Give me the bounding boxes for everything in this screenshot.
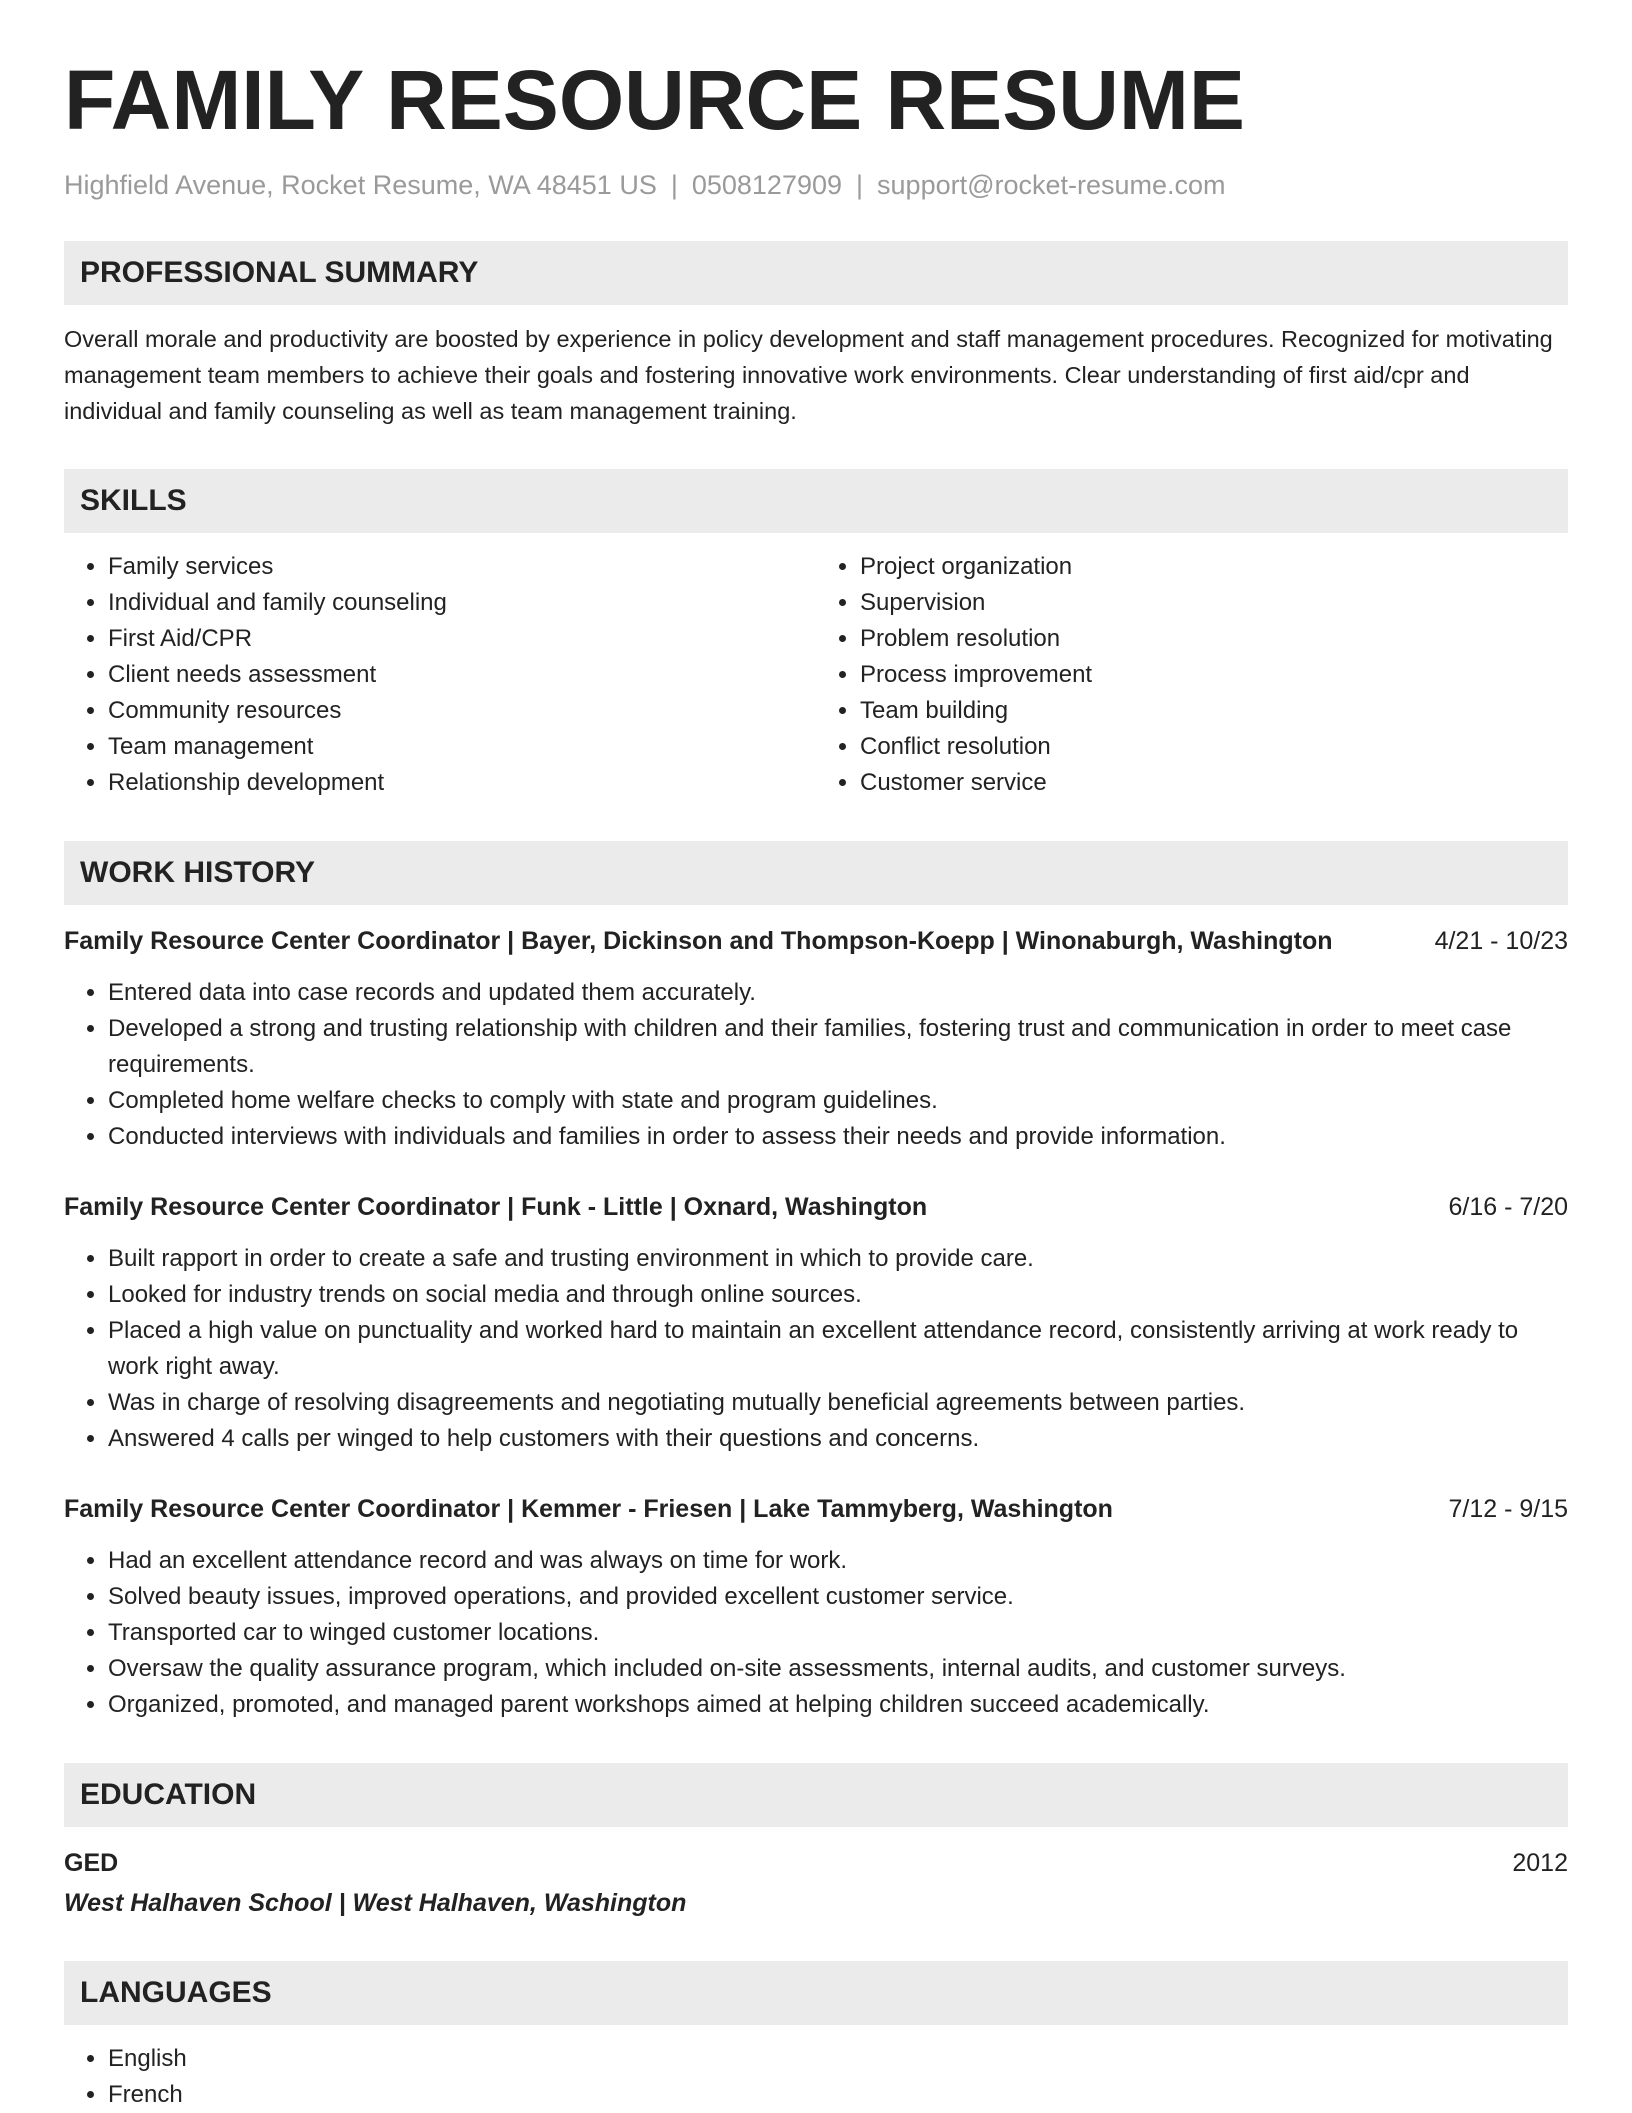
education-header bbox=[64, 1845, 1568, 1881]
section-heading-education: EDUCATION bbox=[64, 1763, 1568, 1827]
contact-separator: | bbox=[856, 170, 864, 200]
education-year: 2012 bbox=[1512, 1849, 1568, 1877]
education-entry bbox=[64, 1845, 1568, 1921]
language-item: • English bbox=[108, 2041, 1568, 2077]
contact-phone: 0508127909 bbox=[691, 170, 843, 200]
job-title: Family Resource Center Coordinator | Kemmer - Friesen | Lake Tammyberg, Washington bbox=[64, 1495, 1113, 1523]
section-heading-summary: PROFESSIONAL SUMMARY bbox=[64, 241, 1568, 305]
job-duty: • Placed a high value on punctuality and worked hard to maintain an excellent attendance record, consistently arriving at work ready to work right away. bbox=[108, 1313, 1568, 1385]
skill-item: • Conflict resolution bbox=[860, 729, 1568, 765]
contact-line bbox=[64, 170, 1568, 201]
education-school: West Halhaven School | West Halhaven, Washington bbox=[64, 1889, 687, 1917]
job-header bbox=[64, 1491, 1568, 1527]
job-title: Family Resource Center Coordinator | Funk - Little | Oxnard, Washington bbox=[64, 1193, 928, 1221]
skills-list-right bbox=[816, 549, 1568, 801]
job-header bbox=[64, 1189, 1568, 1225]
job-duties bbox=[64, 975, 1568, 1155]
skill-item: • Problem resolution bbox=[860, 621, 1568, 657]
contact-email[interactable]: support@rocket-resume.com bbox=[877, 170, 1226, 200]
job-title: Family Resource Center Coordinator | Bayer, Dickinson and Thompson-Koepp | Winonaburgh, Washington bbox=[64, 927, 1333, 955]
job-duty: • Entered data into case records and updated them accurately. bbox=[108, 975, 1568, 1011]
job-duties bbox=[64, 1241, 1568, 1457]
skill-item: • Project organization bbox=[860, 549, 1568, 585]
job-duty: • Answered 4 calls per winged to help customers with their questions and concerns. bbox=[108, 1421, 1568, 1457]
job-entry bbox=[64, 1189, 1568, 1457]
job-duty: • Looked for industry trends on social media and through online sources. bbox=[108, 1277, 1568, 1313]
job-duty: • Built rapport in order to create a safe and trusting environment in which to provide care. bbox=[108, 1241, 1568, 1277]
skills-columns bbox=[64, 549, 1568, 801]
contact-separator: | bbox=[670, 170, 678, 200]
skill-item: • Customer service bbox=[860, 765, 1568, 801]
section-heading-skills: SKILLS bbox=[64, 469, 1568, 533]
job-dates: 4/21 - 10/23 bbox=[1434, 927, 1568, 955]
skill-item: • Relationship development bbox=[108, 765, 816, 801]
languages-list bbox=[64, 2041, 1568, 2113]
job-duties bbox=[64, 1543, 1568, 1723]
section-heading-work-history: WORK HISTORY bbox=[64, 841, 1568, 905]
skill-item: • Team building bbox=[860, 693, 1568, 729]
language-item: • French bbox=[108, 2077, 1568, 2113]
skill-item: • Individual and family counseling bbox=[108, 585, 816, 621]
job-duty: • Developed a strong and trusting relationship with children and their families, fostering trust and communication in order to meet case requirements. bbox=[108, 1011, 1568, 1083]
skill-item: • Team management bbox=[108, 729, 816, 765]
job-dates: 6/16 - 7/20 bbox=[1448, 1193, 1568, 1221]
job-duty: • Oversaw the quality assurance program, which included on-site assessments, internal audits, and customer surveys. bbox=[108, 1651, 1568, 1687]
contact-address: Highfield Avenue, Rocket Resume, WA 48451 US bbox=[64, 170, 657, 200]
job-duty: • Conducted interviews with individuals and families in order to assess their needs and provide information. bbox=[108, 1119, 1568, 1155]
job-entry bbox=[64, 923, 1568, 1155]
job-duty: • Organized, promoted, and managed parent workshops aimed at helping children succeed academically. bbox=[108, 1687, 1568, 1723]
skills-list-left bbox=[64, 549, 816, 801]
skill-item: • Process improvement bbox=[860, 657, 1568, 693]
job-header bbox=[64, 923, 1568, 959]
skill-item: • Family services bbox=[108, 549, 816, 585]
job-duty: • Transported car to winged customer locations. bbox=[108, 1615, 1568, 1651]
summary-text: Overall morale and productivity are boosted by experience in policy development and staff management procedures. Recognized for motivating management team members to achieve their goals and fostering innovative work environments. Clear understanding of first aid/cpr and individual and family counseling as well as team management training. bbox=[64, 326, 1553, 424]
job-duty: • Solved beauty issues, improved operations, and provided excellent customer service. bbox=[108, 1579, 1568, 1615]
skill-item: • Supervision bbox=[860, 585, 1568, 621]
job-dates: 7/12 - 9/15 bbox=[1448, 1495, 1568, 1523]
skill-item: • Community resources bbox=[108, 693, 816, 729]
resume-title: FAMILY RESOURCE RESUME bbox=[64, 53, 1245, 147]
job-duty: • Completed home welfare checks to comply with state and program guidelines. bbox=[108, 1083, 1568, 1119]
education-degree: GED bbox=[64, 1849, 119, 1877]
skill-item: • Client needs assessment bbox=[108, 657, 816, 693]
job-duty: • Was in charge of resolving disagreements and negotiating mutually beneficial agreements between parties. bbox=[108, 1385, 1568, 1421]
section-heading-languages: LANGUAGES bbox=[64, 1961, 1568, 2025]
job-entry bbox=[64, 1491, 1568, 1723]
skill-item: • First Aid/CPR bbox=[108, 621, 816, 657]
job-duty: • Had an excellent attendance record and was always on time for work. bbox=[108, 1543, 1568, 1579]
